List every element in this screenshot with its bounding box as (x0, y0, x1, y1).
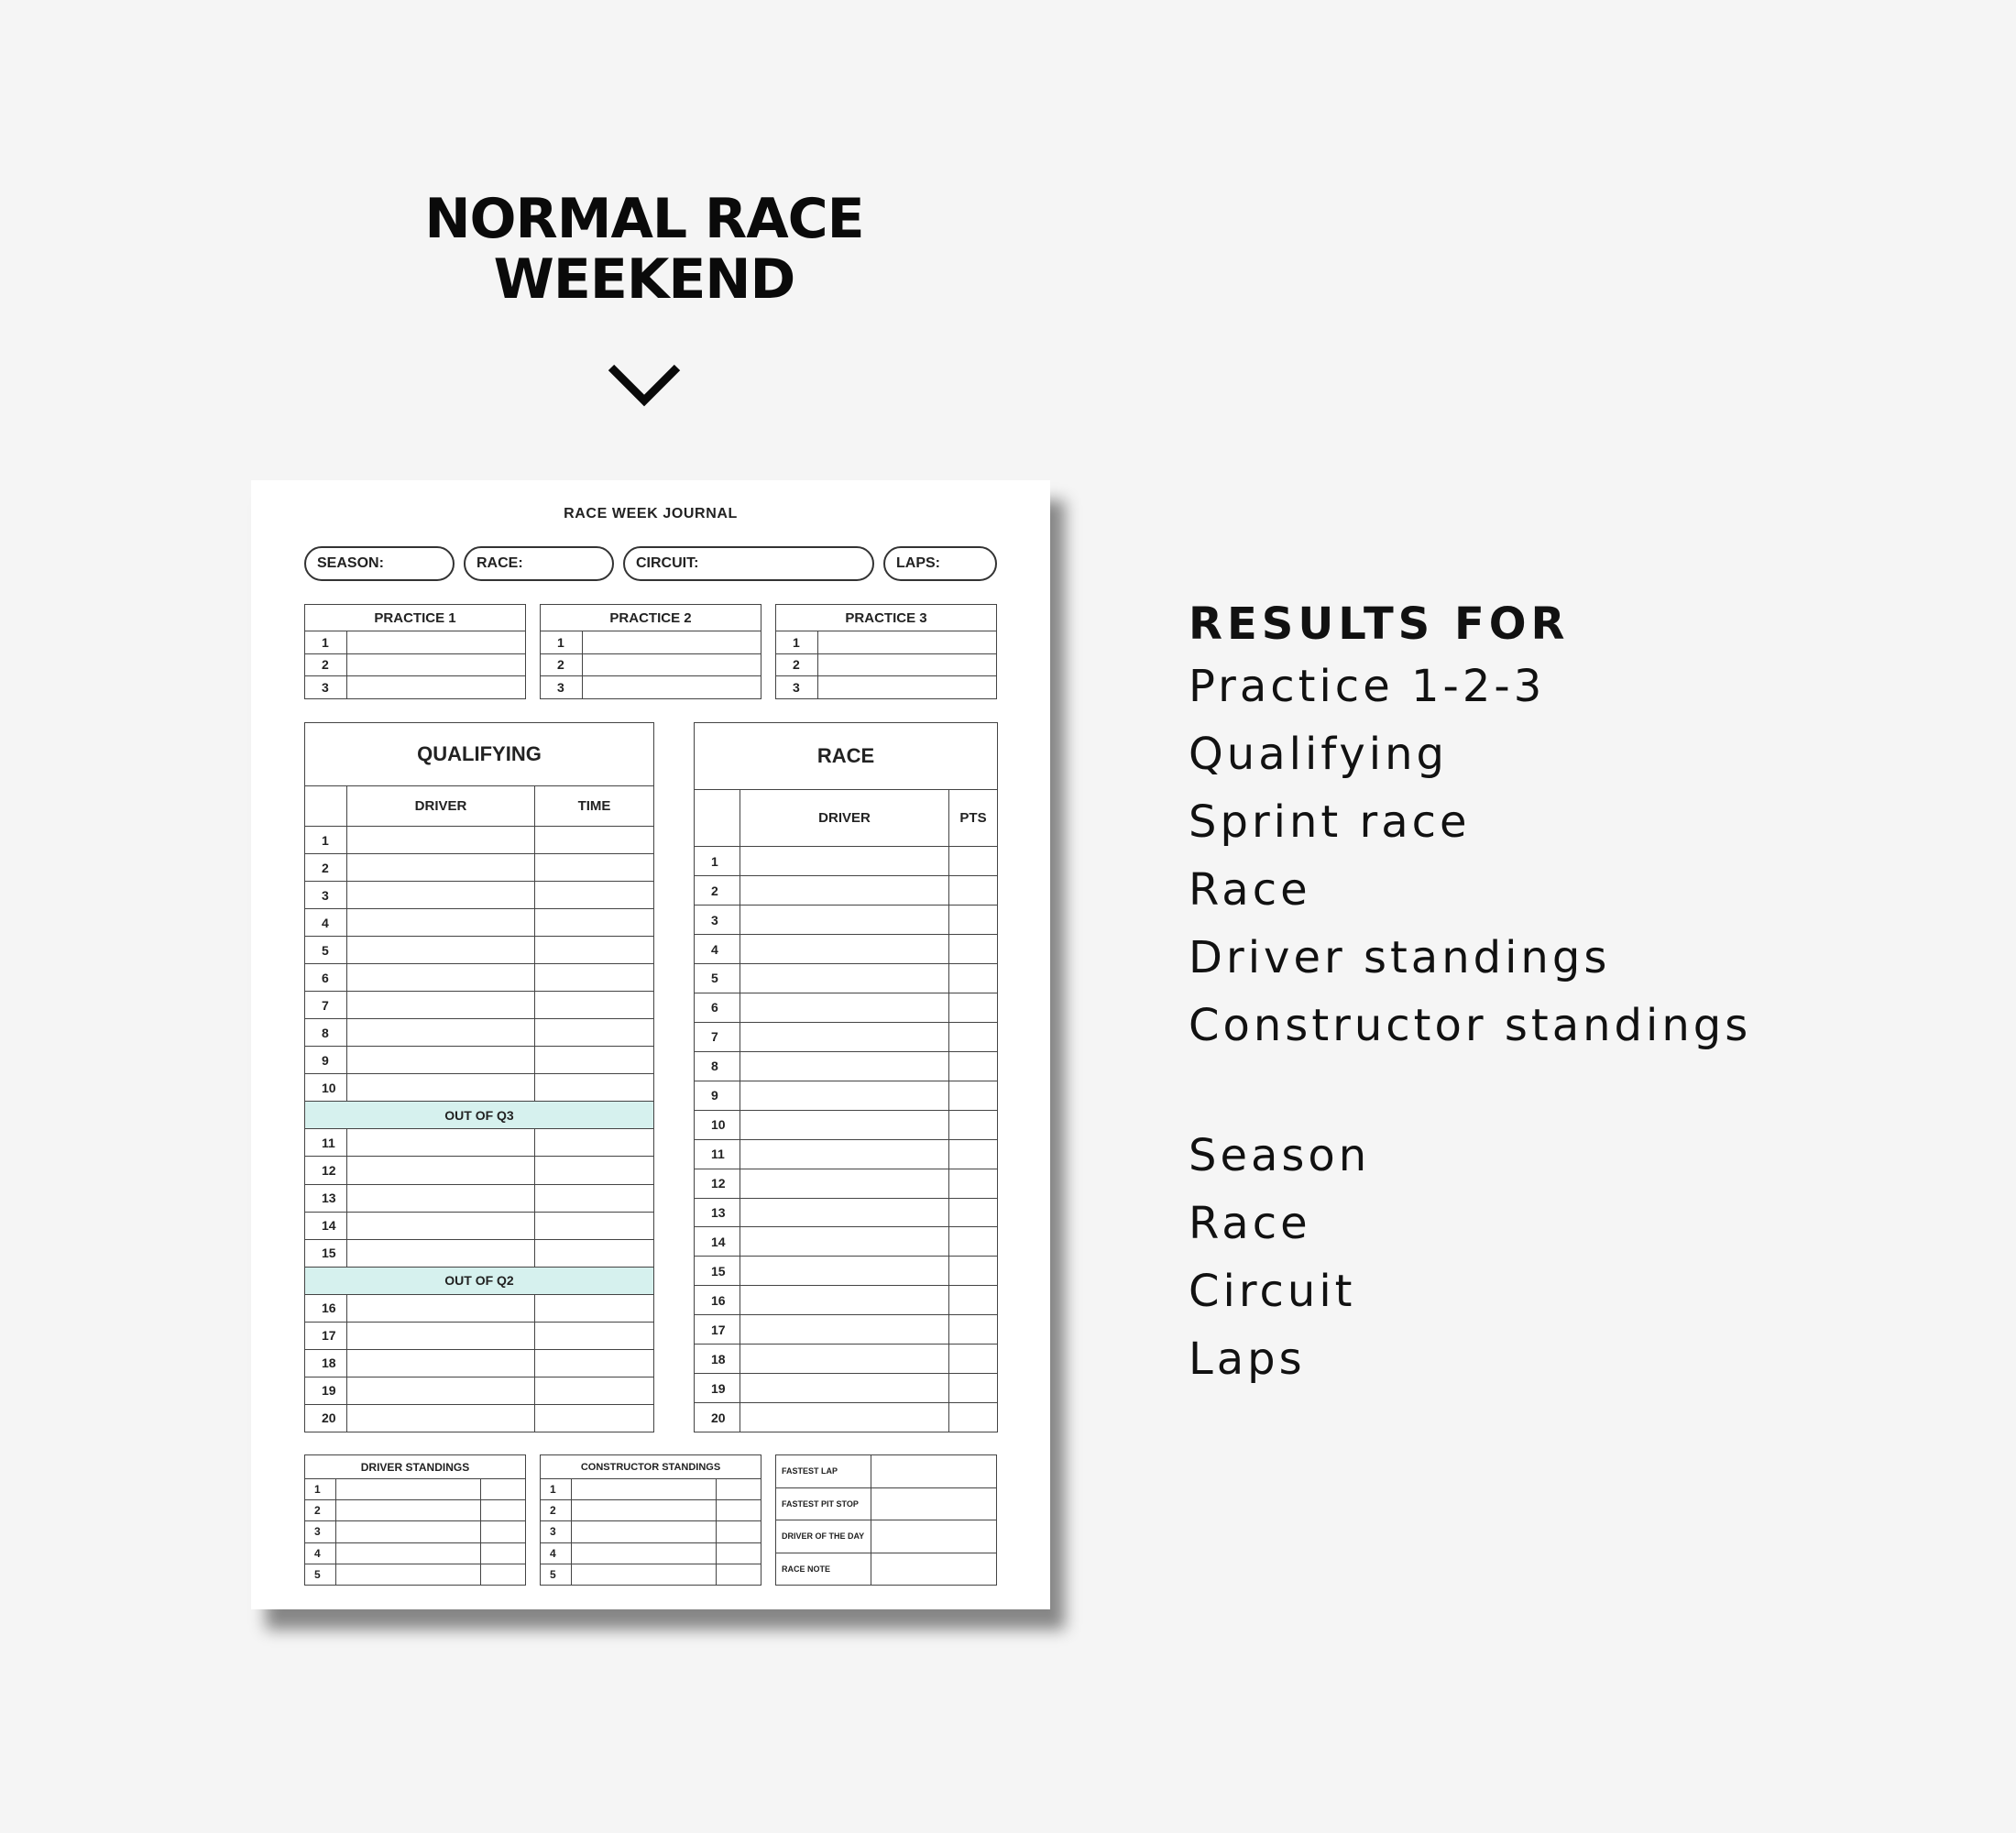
table-cell[interactable] (535, 1047, 654, 1074)
table-row-number: 2 (305, 1500, 336, 1521)
table-cell[interactable] (740, 1227, 949, 1257)
table-row (305, 1047, 654, 1074)
table-cell[interactable] (347, 854, 535, 882)
table-cell[interactable] (535, 1349, 654, 1377)
table-cell[interactable] (572, 1500, 717, 1521)
table-row (695, 1227, 998, 1257)
table-cell[interactable] (583, 631, 761, 654)
table-row-number: 13 (305, 1184, 347, 1212)
table-cell[interactable] (347, 827, 535, 854)
table-row (305, 1294, 654, 1322)
table-cell[interactable] (717, 1500, 761, 1521)
table-cell[interactable] (717, 1542, 761, 1564)
table-row-number: 11 (695, 1139, 740, 1169)
table-row-number: 11 (305, 1129, 347, 1157)
table-cell[interactable] (949, 1227, 998, 1257)
table-cell[interactable] (347, 1239, 535, 1267)
table-cell[interactable] (347, 1294, 535, 1322)
table-cell[interactable] (535, 1322, 654, 1349)
table-row (695, 935, 998, 964)
table-row-number: 6 (695, 993, 740, 1022)
table-cell[interactable] (347, 1184, 535, 1212)
table-row-number: 1 (695, 847, 740, 876)
results-heading: RESULTS FOR (1189, 598, 1570, 650)
table-cell[interactable] (535, 854, 654, 882)
table-row-number: 17 (305, 1322, 347, 1349)
qualifying-table (304, 722, 654, 1432)
table-row (695, 1403, 998, 1432)
chevron-down-icon (608, 362, 681, 410)
table-cell[interactable] (347, 937, 535, 964)
table-cell[interactable] (336, 1479, 481, 1500)
table-cell[interactable] (740, 1403, 949, 1432)
constructor-standings-table (540, 1454, 761, 1586)
table-cell[interactable] (583, 676, 761, 699)
table-row-number: 1 (305, 827, 347, 854)
table-cell[interactable] (347, 1404, 535, 1432)
table-row-number: 9 (305, 1047, 347, 1074)
race-note-field[interactable] (871, 1553, 997, 1586)
table-row (305, 1377, 654, 1404)
table-cell[interactable] (717, 1564, 761, 1585)
table-header-blank (695, 790, 740, 847)
table-row-number: 1 (305, 1479, 336, 1500)
table-row-number: 10 (695, 1110, 740, 1139)
results-item: Circuit (1189, 1266, 1356, 1317)
table-cell[interactable] (818, 676, 997, 699)
table-cell[interactable] (535, 1074, 654, 1102)
table-row (305, 882, 654, 909)
table-cell[interactable] (740, 1257, 949, 1286)
race-table (694, 722, 998, 1432)
table-row-number: 19 (305, 1377, 347, 1404)
table-row (305, 909, 654, 937)
table-cell[interactable] (535, 1019, 654, 1047)
race-notes-table (775, 1454, 997, 1586)
qualifying-time-header: TIME (535, 785, 654, 826)
table-cell[interactable] (949, 1022, 998, 1051)
table-cell[interactable] (535, 909, 654, 937)
table-cell[interactable] (535, 1239, 654, 1267)
table-row-number: 16 (305, 1294, 347, 1322)
table-row (305, 937, 654, 964)
driver-of-the-day-field[interactable] (871, 1520, 997, 1553)
results-item: Qualifying (1189, 729, 1448, 780)
table-row (305, 992, 654, 1019)
table-row (695, 906, 998, 935)
table-cell[interactable] (717, 1521, 761, 1542)
race-driver-header: DRIVER (740, 790, 949, 847)
table-cell[interactable] (949, 847, 998, 876)
table-cell[interactable] (347, 1212, 535, 1239)
sheet-title: RACE WEEK JOURNAL (564, 506, 738, 521)
table-row-number: 14 (695, 1227, 740, 1257)
table-row (305, 1184, 654, 1212)
table-cell[interactable] (535, 1294, 654, 1322)
table-row-number: 3 (305, 1521, 336, 1542)
table-row-number: 16 (695, 1286, 740, 1315)
table-cell[interactable] (740, 906, 949, 935)
table-cell[interactable] (740, 1110, 949, 1139)
table-row (305, 1019, 654, 1047)
table-row-number: 8 (695, 1051, 740, 1081)
table-row-number: 19 (695, 1374, 740, 1403)
table-row-number: 10 (305, 1074, 347, 1102)
table-cell[interactable] (347, 653, 526, 676)
table-row-number: 1 (541, 631, 583, 654)
table-cell[interactable] (535, 1184, 654, 1212)
table-cell[interactable] (818, 653, 997, 676)
table-cell[interactable] (481, 1542, 526, 1564)
race-pts-header: PTS (949, 790, 998, 847)
table-row-number: 2 (541, 653, 583, 676)
table-cell[interactable] (949, 1257, 998, 1286)
table-cell[interactable] (535, 827, 654, 854)
table-row-number: 4 (305, 909, 347, 937)
table-row (695, 1345, 998, 1374)
table-cell[interactable] (583, 653, 761, 676)
table-row-number: 9 (695, 1081, 740, 1110)
practice-2-title: PRACTICE 2 (541, 605, 761, 631)
table-row-number: 3 (541, 1521, 572, 1542)
table-cell[interactable] (347, 1349, 535, 1377)
table-row (305, 964, 654, 992)
table-row (695, 1022, 998, 1051)
table-row-number: 5 (305, 937, 347, 964)
table-cell[interactable] (572, 1564, 717, 1585)
fastest-pit-stop-field[interactable] (871, 1487, 997, 1520)
table-cell[interactable] (949, 1345, 998, 1374)
table-row-number: 1 (541, 1479, 572, 1500)
results-item: Laps (1189, 1334, 1306, 1385)
table-cell[interactable] (336, 1521, 481, 1542)
table-row (305, 1349, 654, 1377)
qualifying-driver-header: DRIVER (347, 785, 535, 826)
results-item: Practice 1-2-3 (1189, 661, 1546, 712)
table-row-number: 3 (305, 676, 347, 699)
season-field[interactable]: SEASON: (304, 546, 455, 581)
table-row-number: 18 (305, 1349, 347, 1377)
table-cell[interactable] (717, 1479, 761, 1500)
table-row (695, 1081, 998, 1110)
table-cell[interactable] (481, 1479, 526, 1500)
table-row-number: 15 (695, 1257, 740, 1286)
table-cell[interactable] (535, 1404, 654, 1432)
table-cell[interactable] (347, 676, 526, 699)
results-list (1189, 596, 1751, 1393)
table-row (695, 1315, 998, 1345)
table-row (305, 1239, 654, 1267)
table-row-number: 12 (305, 1157, 347, 1184)
table-cell[interactable] (740, 1169, 949, 1198)
circuit-field[interactable]: CIRCUIT: (623, 546, 874, 581)
page-heading (369, 189, 919, 310)
table-row-number: 20 (695, 1403, 740, 1432)
table-row-number: 1 (305, 631, 347, 654)
out-of-q2-band: OUT OF Q2 (305, 1267, 654, 1294)
table-row (695, 1198, 998, 1227)
heading-line-2: WEEKEND (493, 247, 795, 312)
table-cell[interactable] (347, 1129, 535, 1157)
qualifying-title: QUALIFYING (305, 723, 654, 786)
table-row-number: 12 (695, 1169, 740, 1198)
results-item: Constructor standings (1189, 1000, 1752, 1051)
table-cell[interactable] (740, 847, 949, 876)
table-row-number: 2 (305, 653, 347, 676)
table-cell[interactable] (481, 1564, 526, 1585)
table-cell[interactable] (535, 992, 654, 1019)
table-row-number: 5 (541, 1564, 572, 1585)
table-row (695, 1139, 998, 1169)
results-item: Race (1189, 1198, 1311, 1249)
table-cell[interactable] (949, 1374, 998, 1403)
driver-of-the-day-label: DRIVER OF THE DAY (776, 1520, 871, 1553)
table-row-number: 17 (695, 1315, 740, 1345)
table-cell[interactable] (740, 935, 949, 964)
practice-3-title: PRACTICE 3 (776, 605, 997, 631)
table-row-number: 1 (776, 631, 818, 654)
table-row (695, 1286, 998, 1315)
table-cell[interactable] (481, 1521, 526, 1542)
table-row-number: 3 (695, 906, 740, 935)
table-cell[interactable] (535, 882, 654, 909)
race-field[interactable]: RACE: (464, 546, 614, 581)
table-row (305, 1212, 654, 1239)
heading-line-1: NORMAL RACE (424, 187, 864, 251)
table-row (305, 1322, 654, 1349)
table-cell[interactable] (949, 993, 998, 1022)
table-cell[interactable] (535, 964, 654, 992)
table-row-number: 5 (695, 964, 740, 993)
table-cell[interactable] (347, 1019, 535, 1047)
table-cell[interactable] (347, 631, 526, 654)
results-item: Season (1189, 1130, 1371, 1181)
table-cell[interactable] (347, 964, 535, 992)
table-row-number: 7 (695, 1022, 740, 1051)
table-row-number: 2 (776, 653, 818, 676)
table-row (695, 1169, 998, 1198)
table-cell[interactable] (535, 937, 654, 964)
table-cell[interactable] (740, 1345, 949, 1374)
table-row (305, 1404, 654, 1432)
table-cell[interactable] (535, 1157, 654, 1184)
table-row (695, 1374, 998, 1403)
table-row-number: 2 (541, 1500, 572, 1521)
table-cell[interactable] (949, 906, 998, 935)
journal-sheet (251, 480, 1050, 1609)
practice-1-title: PRACTICE 1 (305, 605, 526, 631)
table-cell[interactable] (481, 1500, 526, 1521)
table-cell[interactable] (535, 1377, 654, 1404)
table-cell[interactable] (949, 1169, 998, 1198)
table-cell[interactable] (347, 882, 535, 909)
table-cell[interactable] (949, 1286, 998, 1315)
table-cell[interactable] (740, 1022, 949, 1051)
table-cell[interactable] (740, 1286, 949, 1315)
driver-standings-title: DRIVER STANDINGS (305, 1455, 526, 1479)
table-row-number: 4 (541, 1542, 572, 1564)
table-cell[interactable] (949, 1081, 998, 1110)
table-row-number: 14 (305, 1212, 347, 1239)
results-item: Sprint race (1189, 796, 1471, 848)
results-item: Driver standings (1189, 932, 1611, 983)
table-cell[interactable] (949, 1198, 998, 1227)
table-cell[interactable] (740, 1374, 949, 1403)
table-row-number: 6 (305, 964, 347, 992)
table-cell[interactable] (949, 1403, 998, 1432)
laps-field[interactable]: LAPS: (883, 546, 997, 581)
table-cell[interactable] (740, 993, 949, 1022)
table-cell[interactable] (347, 1157, 535, 1184)
table-cell[interactable] (949, 935, 998, 964)
table-cell[interactable] (336, 1542, 481, 1564)
fastest-lap-label: FASTEST LAP (776, 1455, 871, 1488)
table-row (695, 847, 998, 876)
table-row-number: 3 (305, 882, 347, 909)
practice-1-table (304, 604, 526, 699)
table-row (305, 854, 654, 882)
practice-2-table (540, 604, 761, 699)
table-row-number: 4 (695, 935, 740, 964)
table-header-blank (305, 785, 347, 826)
table-cell[interactable] (740, 1081, 949, 1110)
table-row-number: 8 (305, 1019, 347, 1047)
race-note-label: RACE NOTE (776, 1553, 871, 1586)
fastest-pit-stop-label: FASTEST PIT STOP (776, 1487, 871, 1520)
table-cell[interactable] (949, 1139, 998, 1169)
table-cell[interactable] (347, 1322, 535, 1349)
table-row-number: 2 (305, 854, 347, 882)
table-row-number: 5 (305, 1564, 336, 1585)
table-row (305, 1074, 654, 1102)
table-row (695, 876, 998, 906)
fastest-lap-field[interactable] (871, 1455, 997, 1488)
table-cell[interactable] (347, 909, 535, 937)
table-row (305, 1129, 654, 1157)
table-row-number: 13 (695, 1198, 740, 1227)
table-row (695, 1110, 998, 1139)
table-cell[interactable] (347, 1047, 535, 1074)
table-row (695, 1051, 998, 1081)
table-cell[interactable] (949, 1315, 998, 1345)
table-cell[interactable] (949, 964, 998, 993)
results-item: Race (1189, 864, 1311, 916)
table-row-number: 20 (305, 1404, 347, 1432)
table-cell[interactable] (740, 1051, 949, 1081)
table-cell[interactable] (336, 1500, 481, 1521)
table-row-number: 18 (695, 1345, 740, 1374)
table-cell[interactable] (740, 964, 949, 993)
table-cell[interactable] (740, 1315, 949, 1345)
table-row-number: 3 (541, 676, 583, 699)
table-row (695, 993, 998, 1022)
table-cell[interactable] (347, 1074, 535, 1102)
table-cell[interactable] (572, 1479, 717, 1500)
table-cell[interactable] (535, 1129, 654, 1157)
table-cell[interactable] (535, 1212, 654, 1239)
out-of-q3-band: OUT OF Q3 (305, 1102, 654, 1129)
race-title: RACE (695, 723, 998, 790)
table-cell[interactable] (347, 1377, 535, 1404)
table-cell[interactable] (347, 992, 535, 1019)
table-cell[interactable] (818, 631, 997, 654)
table-cell[interactable] (740, 1198, 949, 1227)
table-cell[interactable] (949, 876, 998, 906)
table-row-number: 7 (305, 992, 347, 1019)
table-row-number: 2 (695, 876, 740, 906)
table-row (695, 964, 998, 993)
practice-3-table (775, 604, 997, 699)
driver-standings-table (304, 1454, 526, 1586)
table-row-number: 15 (305, 1239, 347, 1267)
table-row (695, 1257, 998, 1286)
table-cell[interactable] (740, 1139, 949, 1169)
table-cell[interactable] (740, 876, 949, 906)
table-cell[interactable] (949, 1110, 998, 1139)
table-row-number: 4 (305, 1542, 336, 1564)
table-cell[interactable] (572, 1542, 717, 1564)
constructor-standings-title: CONSTRUCTOR STANDINGS (541, 1455, 761, 1479)
table-row-number: 3 (776, 676, 818, 699)
table-row (305, 827, 654, 854)
table-cell[interactable] (336, 1564, 481, 1585)
table-cell[interactable] (572, 1521, 717, 1542)
table-row (305, 1157, 654, 1184)
table-cell[interactable] (949, 1051, 998, 1081)
